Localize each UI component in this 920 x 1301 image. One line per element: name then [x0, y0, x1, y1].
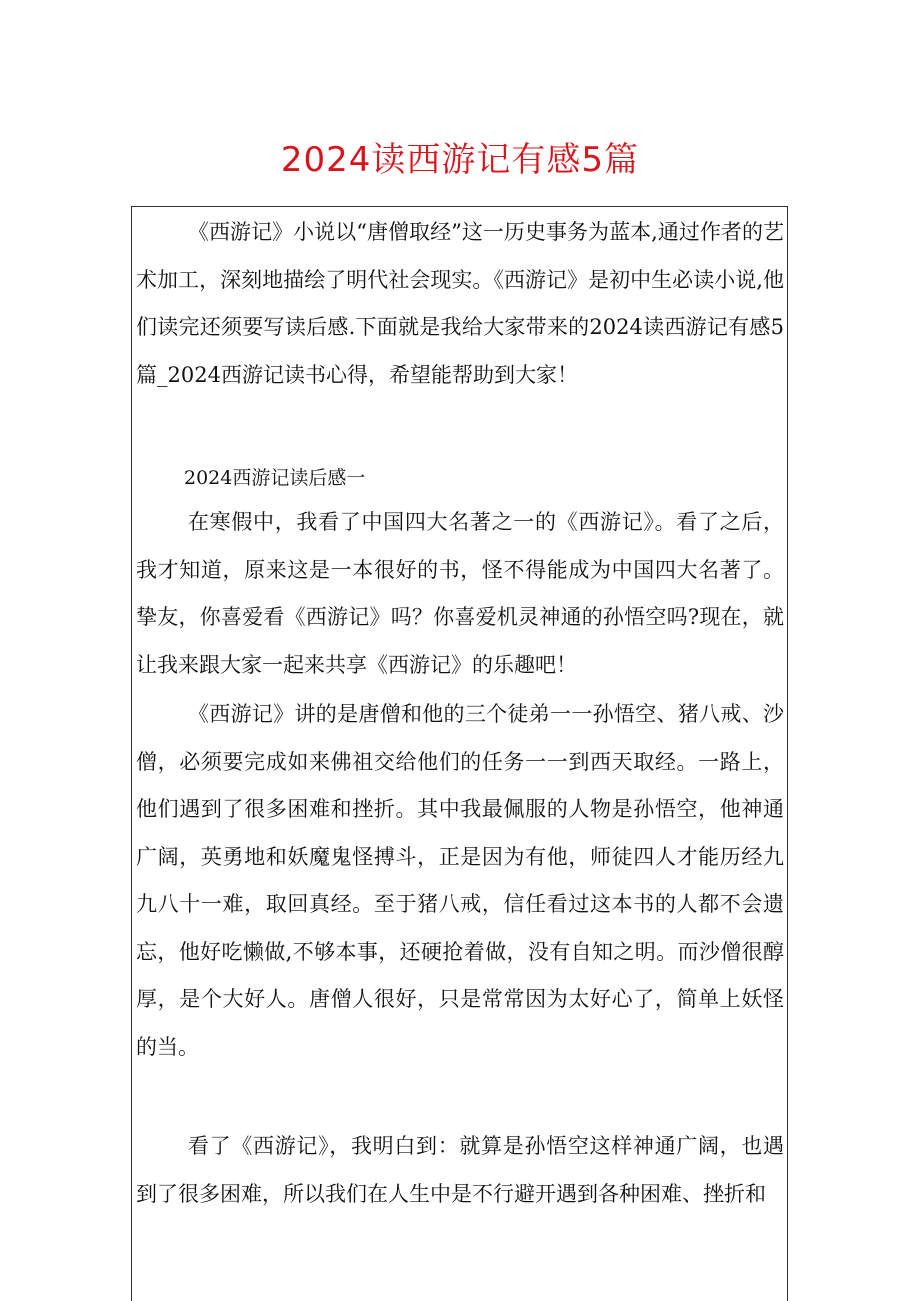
body-paragraph-1: 在寒假中，我看了中国四大名著之一的《西游记》。看了之后，我才知道，原来这是一本很好的书，怪不得能成为中国四大名著了。挚友，你喜爱看《西游记》吗？你喜爱机灵神通的孙悟空吗?现在，就让我来跟大家一起来共享《西游记》的乐趣吧！ [136, 510, 784, 677]
content-box [131, 206, 788, 1301]
page-title: 2024读西游记有感5篇 [280, 140, 640, 180]
body-paragraph-2: 《西游记》讲的是唐僧和他的三个徒弟一一孙悟空、猪八戒、沙僧，必须要完成如来佛祖交给他们的任务一一到西天取经。一路上，他们遇到了很多困难和挫折。其中我最佩服的人物是孙悟空，他神通广阔，英勇地和妖魔鬼怪搏斗，正是因为有他，师徒四人才能历经九九八十一难，取回真经。至于猪八戒，信任看过这本书的人都不会遗忘，他好吃懒做,不够本事，还硬抢着做，没有自知之明。而沙僧很醇厚，是个大好人。唐僧人很好，只是常常因为太好心了，简单上妖怪的当。 [136, 702, 784, 1059]
intro-paragraph: 《西游记》小说以“唐僧取经”这一历史事务为蓝本,通过作者的艺术加工，深刻地描绘了明代社会现实。《西游记》是初中生必读小说,他们读完还须要写读后感.下面就是我给大家带来的2024读西游记有感5篇_2024西游记读书心得，希望能帮助到大家！ [136, 220, 784, 387]
section-heading: 2024西游记读后感一 [184, 467, 366, 489]
body-paragraph-3: 看了《西游记》，我明白到：就算是孙悟空这样神通广阔，也遇到了很多困难，所以我们在人生中是不行避开遇到各种困难、挫折和 [136, 1134, 784, 1206]
